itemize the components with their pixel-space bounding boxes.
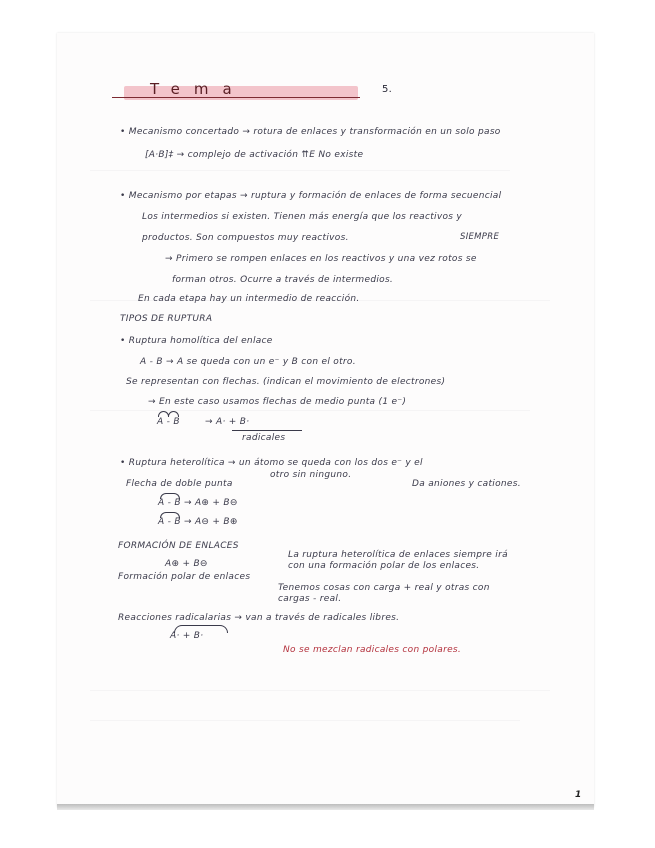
note-line: [A·B]‡ → complejo de activación ⇈E No existe [145, 150, 364, 160]
bleed-line [90, 170, 510, 171]
page-number: 1 [575, 790, 582, 800]
note-line: Se representan con flechas. (indican el movimiento de electrones) [126, 377, 446, 387]
note-line: Reacciones radicalarias → van a través de radicales libres. [118, 613, 400, 623]
page-edge [57, 804, 594, 810]
equation: → A· + B· [205, 417, 250, 427]
equation: A· + B· [170, 631, 204, 641]
equation: A - B → A⊕ + B⊖ [158, 498, 238, 508]
equation: A⊕ + B⊖ [165, 559, 208, 569]
equation-underline [232, 430, 302, 431]
note-line: → En este caso usamos flechas de medio punta (1 e⁻) [148, 397, 407, 407]
section-heading: TIPOS DE RUPTURA [120, 314, 213, 324]
note-annotation: SIEMPRE [460, 232, 500, 242]
note-line: A - B → A se queda con un e⁻ y B con el otro. [140, 357, 356, 367]
note-line: cargas - real. [278, 594, 342, 604]
note-line: Da aniones y cationes. [412, 479, 521, 489]
note-label: radicales [242, 433, 286, 443]
note-line: Los intermedios si existen. Tienen más energía que los reactivos y [142, 212, 463, 222]
note-line: Tenemos cosas con carga + real y otras con [278, 583, 490, 593]
page-title: Tema [150, 80, 246, 98]
note-line: Flecha de doble punta [126, 479, 233, 489]
topic-number: 5. [382, 84, 393, 95]
note-line: • Ruptura heterolítica → un átomo se queda con los dos e⁻ y el [120, 458, 423, 468]
bleed-line [90, 690, 550, 691]
equation: A - B → A⊖ + B⊕ [158, 517, 238, 527]
note-line: La ruptura heterolítica de enlaces siempre irá [288, 550, 508, 560]
note-line: → Primero se rompen enlaces en los reactivos y una vez rotos se [165, 254, 477, 264]
bleed-line [90, 410, 530, 411]
section-heading: FORMACIÓN DE ENLACES [118, 541, 239, 551]
note-line: forman otros. Ocurre a través de intermedios. [172, 275, 394, 285]
highlight-note: No se mezclan radicales con polares. [283, 645, 462, 655]
note-line: En cada etapa hay un intermedio de reacción. [138, 294, 360, 304]
note-line: • Ruptura homolítica del enlace [120, 336, 273, 346]
note-line: otro sin ninguno. [270, 470, 352, 480]
bleed-line [90, 720, 520, 721]
note-line: Formación polar de enlaces [118, 572, 251, 582]
equation: A - B [157, 417, 180, 427]
note-line: productos. Son compuestos muy reactivos. [142, 233, 349, 243]
note-line: • Mecanismo concertado → rotura de enlaces y transformación en un solo paso [120, 127, 501, 137]
note-line: con una formación polar de los enlaces. [288, 561, 480, 571]
note-line: • Mecanismo por etapas → ruptura y formación de enlaces de forma secuencial [120, 191, 502, 201]
